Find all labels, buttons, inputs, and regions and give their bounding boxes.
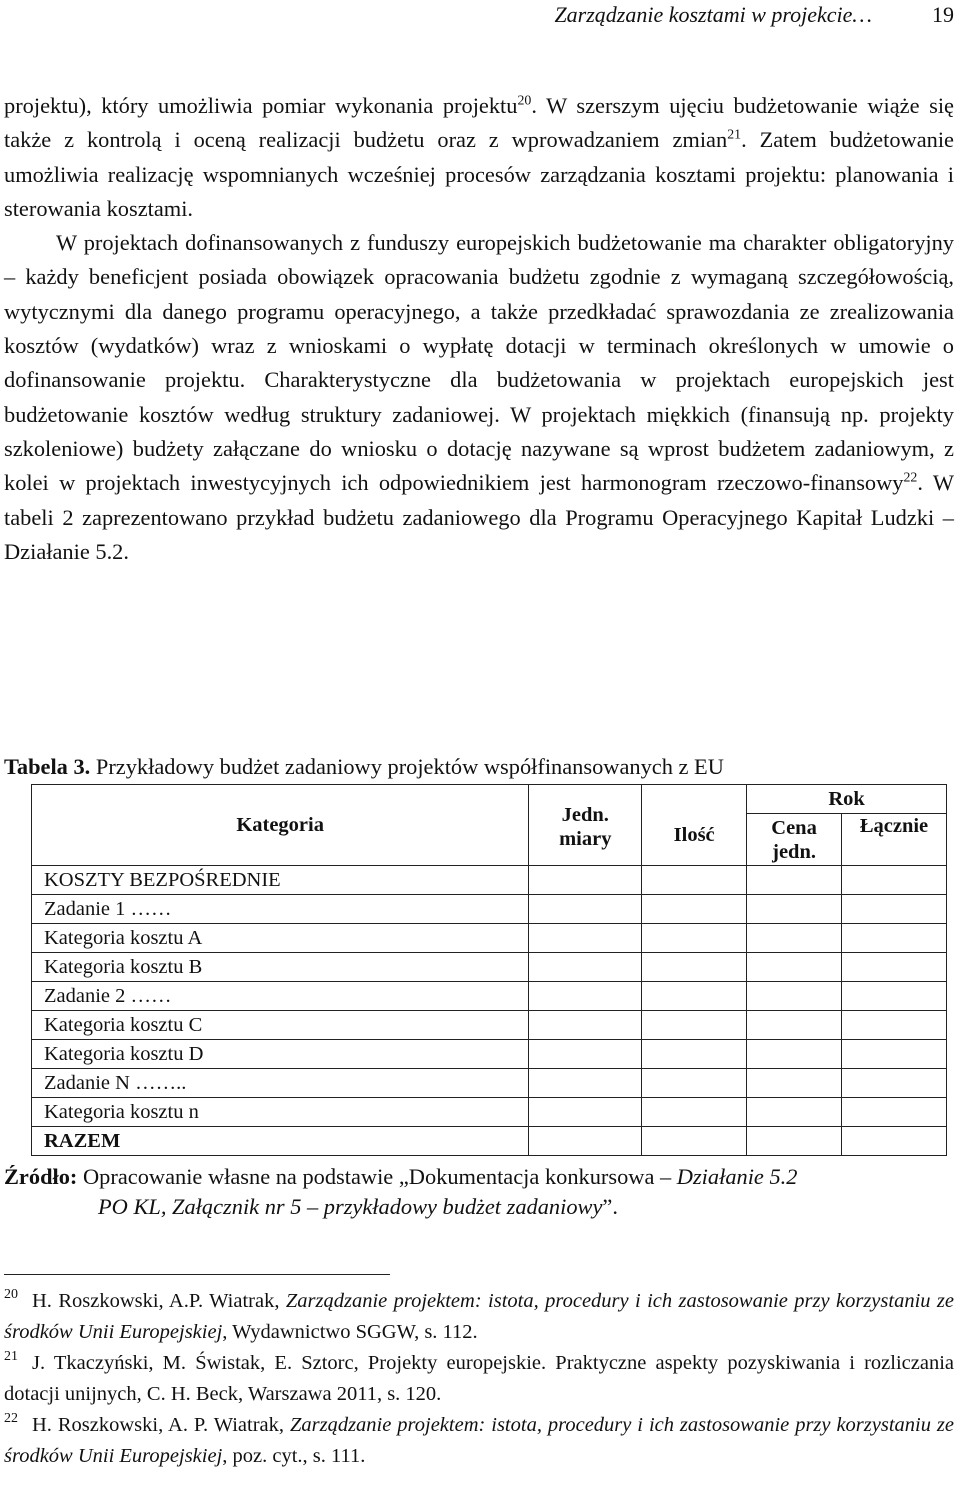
row-label: Zadanie 2 ……: [32, 982, 529, 1011]
running-head-title: Zarządzanie kosztami w projekcie…: [554, 2, 872, 27]
row-label: Kategoria kosztu A: [32, 924, 529, 953]
table-caption-label: Tabela 3.: [4, 754, 91, 779]
footnote-separator: [4, 1274, 390, 1275]
footnote-title: Zarządzanie projektem: istota, procedury i ich zastosowanie przy korzystaniu ze środków Unii Europejskiej: [4, 1290, 954, 1343]
paragraph-2-text: . W tabeli 2 zaprezentowano przykład budżetu zadaniowego dla Programu Operacyjnego Kapitał Ludzki – Działanie 5.2.: [4, 470, 954, 564]
header-rok: Rok: [747, 785, 947, 814]
footnote-ref-21[interactable]: 21: [727, 127, 742, 143]
header-kategoria: Kategoria: [32, 785, 529, 866]
footnote-text: , Wydawnictwo SGGW, s. 112.: [222, 1321, 478, 1343]
table-row: [32, 866, 947, 895]
row-label: Zadanie 1 ……: [32, 895, 529, 924]
header-jedn-miary-text: Jedn. miary: [559, 804, 612, 850]
footnote-text: H. Roszkowski, A. P. Wiatrak,: [32, 1414, 290, 1436]
footnote-number: 21: [4, 1349, 18, 1364]
paragraph-1-text: . Zatem budżetowanie umożliwia realizację wspomnianych wcześniej procesów zarządzania kosztami projektu: planowania i sterowania kosztami.: [4, 127, 954, 221]
source-italic-1: Działanie 5.2: [676, 1164, 798, 1189]
table-row: [32, 924, 947, 953]
header-ilosc: Ilość: [642, 785, 747, 866]
table-row-total: [32, 1127, 947, 1156]
table-caption: [4, 752, 954, 782]
footnotes: [4, 1286, 954, 1472]
footnote-text: J. Tkaczyński, M. Świstak, E. Sztorc, Projekty europejskie. Praktyczne aspekty pozyskiwania i rozliczania dotacji unijnych, C. H. Beck, Warszawa 2011, s. 120.: [4, 1352, 954, 1405]
row-label: KOSZTY BEZPOŚREDNIE: [32, 866, 529, 895]
row-label: Kategoria kosztu C: [32, 1011, 529, 1040]
table-row: [32, 895, 947, 924]
footnote-text: H. Roszkowski, A.P. Wiatrak,: [32, 1290, 286, 1312]
paragraph-2-text: W projektach dofinansowanych z funduszy europejskich budżetowanie ma charakter obligatoryjny – każdy beneficjent posiada obowiązek opracowania budżetu zgodnie z wymaganą szczegółowością, wytycznymi dla danego programu operacyjnego, a także przedkładać sprawozdania ze zrealizowania kosztów (wydatków) wraz z wnioskami o wypłatę dotacji w terminach określonych w umowie o dofinansowanie projektu. Charakterystyczne dla budżetowania w projektach europejskich jest budżetowanie kosztów według struktury zadaniowej. W projektach miękkich (finansują np. projekty szkoleniowe) budżety załączane do wniosku o dotację nazywane są wprost budżetem zadaniowym, z kolei w projektach inwestycyjnych ich odpowiednikiem jest harmonogram rzeczowo-finansowy: [4, 230, 954, 496]
source-label: Źródło:: [4, 1164, 78, 1189]
table-row: [32, 1069, 947, 1098]
footnote-ref-22[interactable]: 22: [903, 470, 918, 486]
source-end: ”.: [602, 1194, 618, 1219]
table-caption-text: Przykładowy budżet zadaniowy projektów współfinansowanych z EU: [90, 754, 724, 779]
table-row: [32, 1011, 947, 1040]
table-row: [32, 1040, 947, 1069]
source-italic-2: PO KL, Załącznik nr 5 – przykładowy budżet zadaniowy: [98, 1194, 603, 1219]
footnote-text: , poz. cyt., s. 111.: [222, 1445, 366, 1467]
page-number: 19: [932, 2, 954, 27]
paragraph-2: [4, 226, 954, 569]
header-cena-jedn-text: Cena jedn.: [771, 816, 817, 863]
source-line-2: [4, 1192, 954, 1222]
table-row: [32, 953, 947, 982]
budget-table: [31, 784, 947, 1156]
row-label: Kategoria kosztu D: [32, 1040, 529, 1069]
source-text: Opracowanie własne na podstawie „Dokumentacja konkursowa –: [77, 1164, 677, 1189]
row-label: Kategoria kosztu B: [32, 953, 529, 982]
row-label: Kategoria kosztu n: [32, 1098, 529, 1127]
paragraph-1-text: . W szerszym ujęciu budżetowanie wiąże się także z kontrolą i oceną realizacji budżetu oraz z wprowadzaniem zmian: [4, 93, 954, 153]
footnote-title: Zarządzanie projektem: istota, procedury i ich zastosowanie przy korzystaniu ze środków Unii Europejskiej: [4, 1414, 954, 1467]
header-lacznie: Łącznie: [842, 814, 947, 866]
footnote-20: [4, 1286, 954, 1348]
table-source: [4, 1162, 954, 1222]
paragraph-1: [4, 89, 954, 226]
table-row: [32, 982, 947, 1011]
footnote-22: [4, 1410, 954, 1472]
footnote-number: 20: [4, 1287, 18, 1302]
running-head: [0, 2, 954, 28]
footnote-21: [4, 1348, 954, 1410]
footnote-ref-20[interactable]: 20: [517, 93, 532, 109]
paragraph-1-text: projektu), który umożliwia pomiar wykonania projektu: [4, 93, 518, 118]
header-jedn-miary: [529, 785, 642, 866]
body-text: [4, 89, 954, 569]
table-header-row: [32, 785, 947, 814]
footnote-number: 22: [4, 1411, 18, 1426]
source-line-1: [4, 1162, 954, 1192]
row-label-total: RAZEM: [32, 1127, 529, 1156]
table-row: [32, 1098, 947, 1127]
row-label: Zadanie N ……..: [32, 1069, 529, 1098]
header-cena-jedn: [747, 814, 842, 866]
